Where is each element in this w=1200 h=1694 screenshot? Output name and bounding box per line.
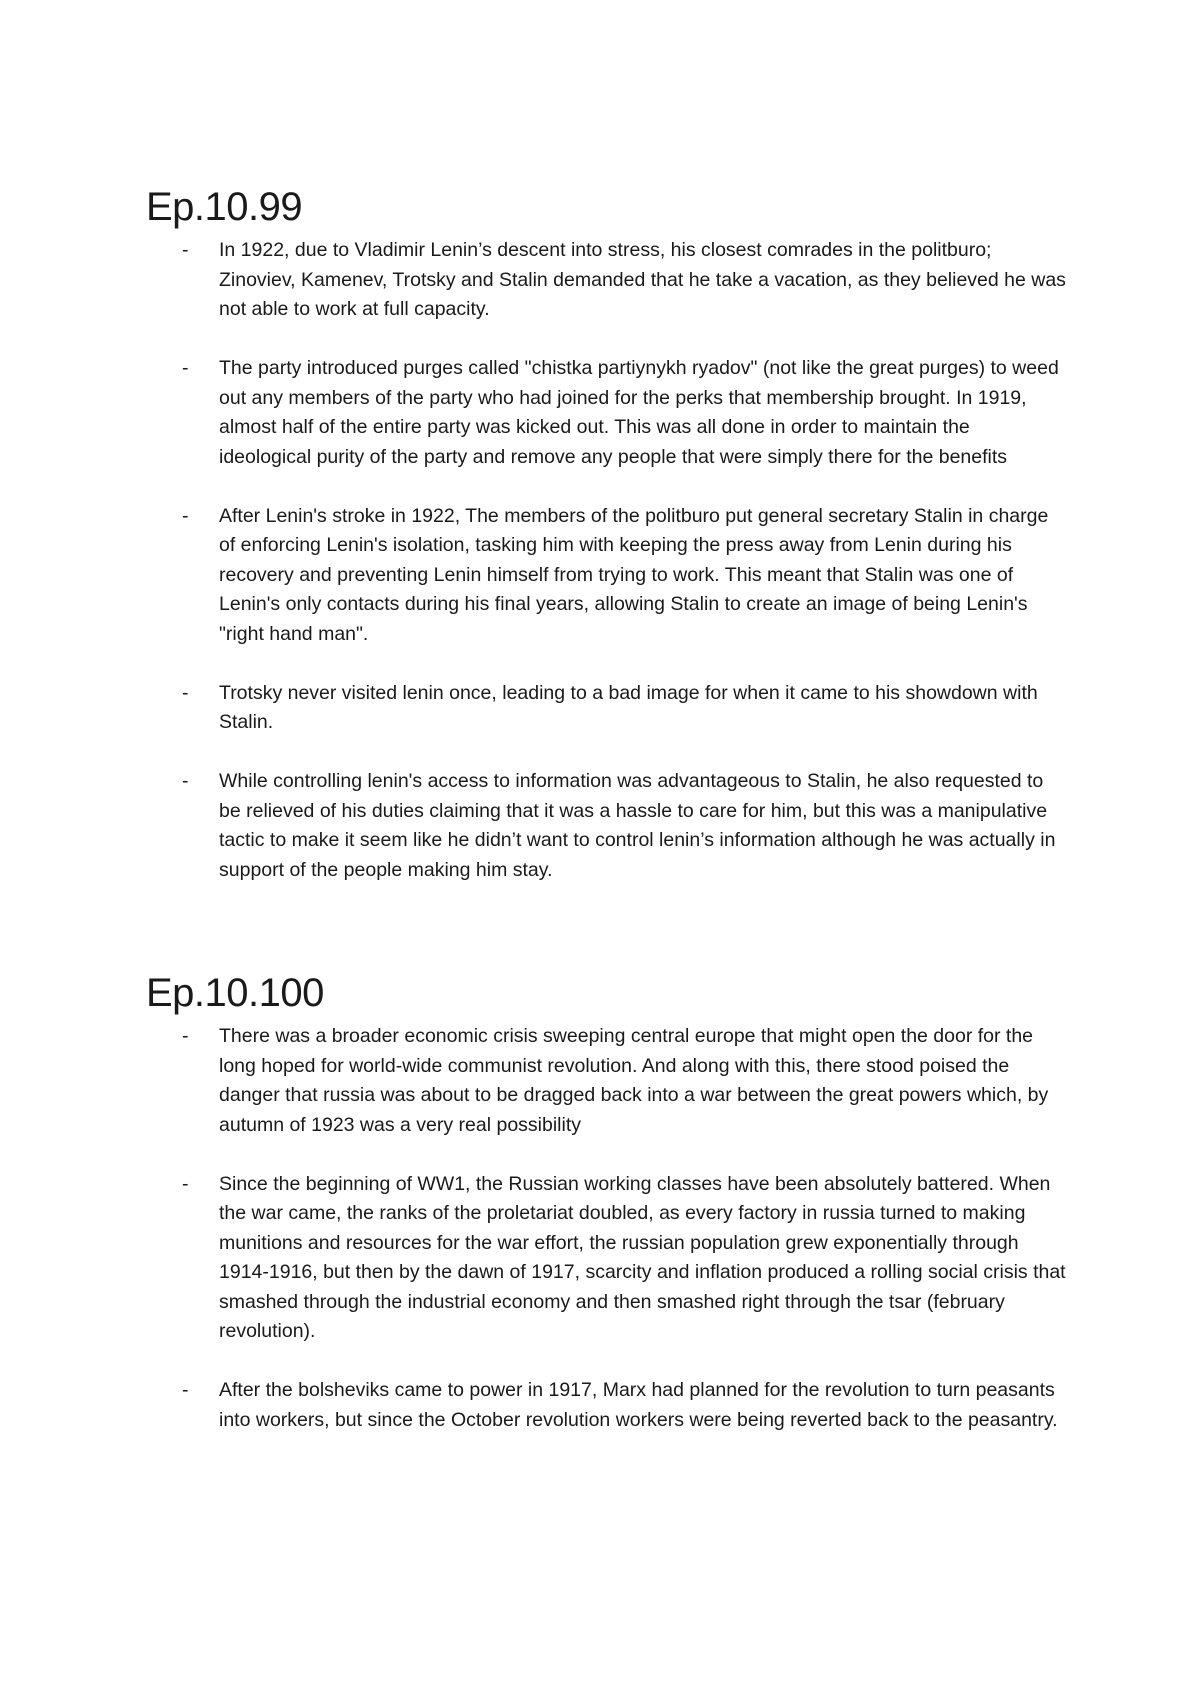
section-ep-10-100: [146, 969, 1066, 1435]
list-item: [146, 354, 1066, 472]
list-item: [146, 502, 1066, 650]
list-item-text: Since the beginning of WW1, the Russian working classes have been absolutely battered. When the war came, the ranks of the proletariat doubled, as every factory in russia turned to making munitions and resources for the war effort, the russian population grew exponentially through 1914-1916, but then by the dawn of 1917, scarcity and inflation produced a rolling social crisis that smashed through the industrial economy and then smashed right through the tsar (february revolution).: [219, 1172, 1066, 1342]
bullet-dash: -: [182, 357, 189, 379]
list-item: [146, 1022, 1066, 1140]
section-heading: Ep.10.99: [146, 185, 303, 229]
list-item: [146, 1170, 1066, 1347]
list-item-text: After the bolsheviks came to power in 1917, Marx had planned for the revolution to turn peasants into workers, but since the October revolution workers were being reverted back to the peasantry.: [219, 1379, 1058, 1431]
bullet-list: [146, 236, 1066, 885]
bullet-dash: -: [182, 681, 189, 704]
bullet-dash: -: [182, 1025, 189, 1047]
bullet-list: [146, 1022, 1066, 1435]
bullet-dash: -: [182, 504, 189, 527]
bullet-dash: -: [182, 1379, 189, 1401]
list-item: [146, 679, 1066, 738]
list-item-text: There was a broader economic crisis sweeping central europe that might open the door for the long hoped for world-wide communist revolution. And along with this, there stood poised the danger that russia was about to be dragged back into a war between the great powers which, by autumn of 1923 was a very real possibility: [219, 1025, 1049, 1136]
list-item: [146, 1376, 1066, 1435]
list-item-text: Trotsky never visited lenin once, leading to a bad image for when it came to his showdown with Stalin.: [219, 681, 1038, 733]
list-item: [146, 236, 1066, 325]
bullet-dash: -: [182, 239, 189, 261]
section-ep-10-99: [146, 183, 1066, 885]
list-item-text: While controlling lenin's access to information was advantageous to Stalin, he also requested to be relieved of his duties claiming that it was a hassle to care for him, but this was a manipulative tactic to make it seem like he didn’t want to control lenin’s information although he was actually in support of the people making him stay.: [219, 770, 1056, 881]
list-item-text: The party introduced purges called "chistka partiynykh ryadov" (not like the great purges) to weed out any members of the party who had joined for the perks that membership brought. In 1919, almost half of the entire party was kicked out. This was all done in order to maintain the ideological purity of the party and remove any people that were simply there for the benefits: [219, 357, 1059, 468]
section-heading: Ep.10.100: [146, 971, 324, 1015]
list-item: [146, 767, 1066, 885]
bullet-dash: -: [182, 770, 189, 792]
bullet-dash: -: [182, 1172, 189, 1195]
list-item-text: After Lenin's stroke in 1922, The members of the politburo put general secretary Stalin in charge of enforcing Lenin's isolation, tasking him with keeping the press away from Lenin during his recovery and preventing Lenin himself from trying to work. This meant that Stalin was one of Lenin's only contacts during his final years, allowing Stalin to create an image of being Lenin's "right hand man".: [219, 504, 1049, 645]
list-item-text: In 1922, due to Vladimir Lenin’s descent into stress, his closest comrades in the politburo; Zinoviev, Kamenev, Trotsky and Stalin demanded that he take a vacation, as they believed he was not able to work at full capacity.: [219, 239, 1066, 320]
